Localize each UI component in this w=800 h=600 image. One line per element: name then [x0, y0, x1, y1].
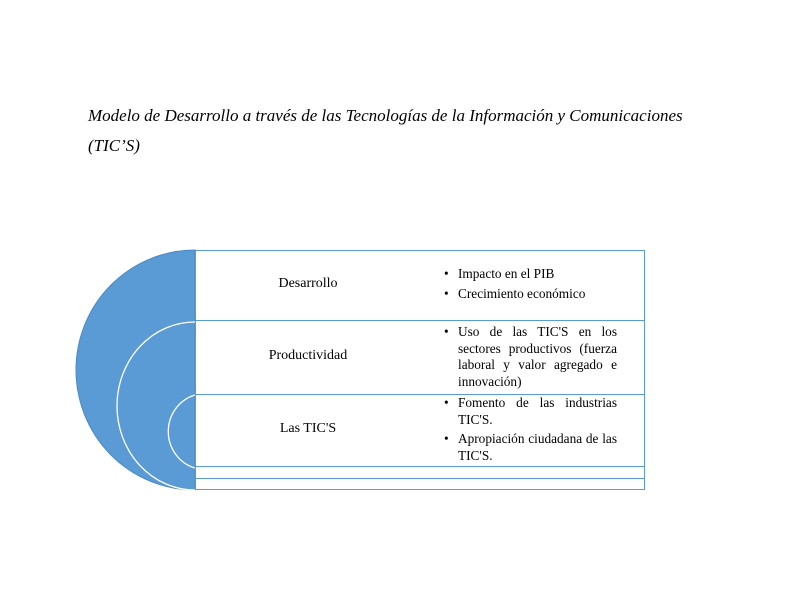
bullet-list-desarrollo	[444, 266, 617, 302]
bullet-item: • Crecimiento económico	[444, 286, 617, 303]
bullet-list-productividad	[444, 324, 617, 390]
row-label-productividad: Productividad	[268, 348, 348, 363]
bullet-item: • Apropiación ciudadana de las TIC'S.	[444, 431, 617, 464]
row-label-las-tics: Las TIC'S	[279, 421, 337, 436]
row-label-desarrollo: Desarrollo	[278, 276, 338, 291]
diagram-title: Modelo de Desarrollo a través de las Tecnologías de la Información y Comunicaciones (TIC’S)	[88, 106, 683, 155]
bullet-item: • Impacto en el PIB	[444, 266, 617, 283]
outer-arc-fill	[76, 250, 195, 490]
bullet-item: • Uso de las TIC'S en los sectores productivos (fuerza laboral y valor agregado e innovación)	[444, 324, 617, 390]
bullet-item: • Fomento de las industrias TIC'S.	[444, 395, 617, 428]
bullet-list-las-tics	[444, 395, 617, 464]
